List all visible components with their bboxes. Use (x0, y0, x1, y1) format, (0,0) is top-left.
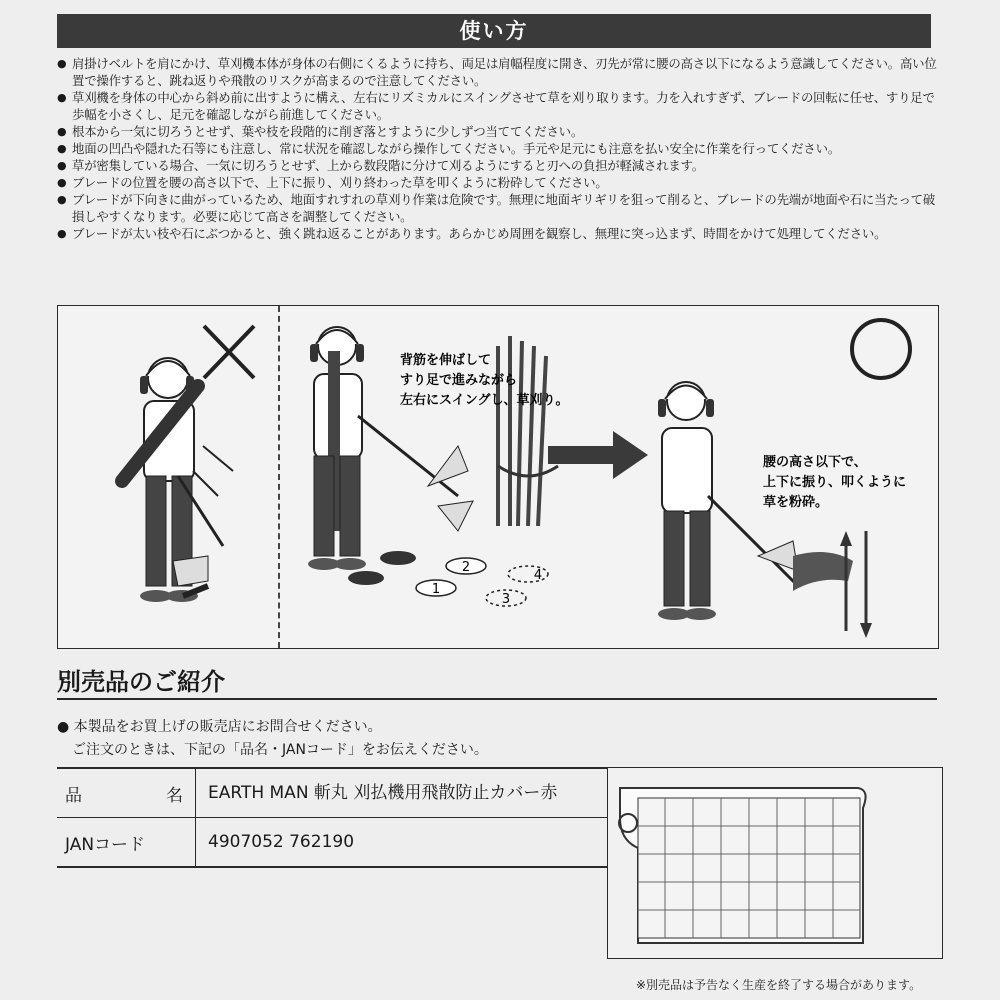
step-label: 3 (501, 592, 511, 607)
rule-item: ● 肩掛けベルトを肩にかけ、草刈機本体が身体の右側にくるように持ち、両足は肩幅程度に開き、刃先が常に腰の高さ以下になるよう意識してください。高い位置で操作すると、跳ね返りや飛散のリスクが高まるので注意してください。 (57, 55, 937, 89)
swing-caption-line: すり足で進みながら (400, 373, 518, 388)
product-table (57, 767, 607, 868)
grass-illustration (498, 336, 558, 526)
rule-item: ● 草刈機を身体の中心から斜め前に出すように構え、左右にリズミカルにスイングさせて草を刈り取ります。力を入れすぎず、ブレードの回転に任せ、すり足で歩幅を小さくし、足元を確認しながら前進してください。 (57, 89, 937, 123)
order-note-2: ご注文のときは、下記の「品名・JANコード」をお伝えください。 (72, 742, 488, 758)
heading-rule (57, 698, 937, 700)
row-key (57, 781, 195, 806)
rule-item: ● 根本から一気に切ろうとせず、葉や枝を段階的に削ぎ落とすように少しずつ当ててください。 (57, 123, 937, 140)
up-down-arrows-icon (840, 531, 872, 638)
section-title-bar: 使い方 (57, 14, 931, 48)
order-note-text: 本製品をお買上げの販売店にお問合せください。 (73, 719, 382, 735)
usage-illustration-panel (57, 305, 939, 649)
key-part: 名 (166, 785, 183, 806)
accessories-heading: 別売品のご紹介 (57, 668, 225, 696)
usage-rules-list (57, 55, 937, 242)
illustration-svg (58, 306, 938, 648)
key-part: 品 (65, 785, 82, 806)
rule-item: ● ブレードが下向きに曲がっているため、地面すれすれの草刈り作業は危険です。無理に地面ギリギリを狙って削ると、ブレードの先端が地面や石に当たって破損しやすくなります。必要に応じて高さを調整してください。 (57, 191, 937, 225)
rule-item: ● 地面の凹凸や隠れた石等にも注意し、常に状況を確認しながら操作してください。手元や足元にも注意を払い安全に作業を行ってください。 (57, 140, 937, 157)
scatter-cover-illustration (608, 768, 942, 958)
order-note: ● 本製品をお買上げの販売店にお問合せください。 (57, 719, 382, 735)
table-row (57, 817, 607, 866)
step-label: 4 (533, 568, 543, 583)
footnote: ※別売品は予告なく生産を終了する場合があります。 (636, 978, 922, 992)
key-part: JANコード (65, 834, 146, 855)
table-row (57, 769, 607, 817)
row-key (57, 830, 195, 855)
waist-caption-line: 上下に振り、叩くように (763, 475, 907, 490)
step-label: 2 (461, 560, 471, 575)
step-label: 1 (431, 582, 441, 597)
jan-code-value: 4907052 762190 (195, 818, 607, 866)
rule-item: ● 草が密集している場合、一気に切ろうとせず、上から数段階に分けて刈るようにすると刃への負担が軽減されます。 (57, 157, 937, 174)
product-image (607, 767, 943, 959)
x-mark-icon (204, 326, 254, 378)
product-name-value: EARTH MAN 斬丸 刈払機用飛散防止カバー赤 (195, 769, 607, 817)
waist-caption-line: 草を粉砕。 (763, 495, 829, 510)
waist-caption-line: 腰の高さ以下で、 (763, 455, 867, 470)
swing-caption-line: 左右にスイングし、草刈り。 (400, 393, 569, 408)
footsteps-diagram (348, 551, 548, 607)
rule-item: ● ブレードの位置を腰の高さ以下で、上下に振り、刈り終わった草を叩くように粉砕してください。 (57, 174, 937, 191)
circle-mark-icon (852, 320, 910, 378)
wrong-posture-figure (122, 358, 233, 602)
swing-caption-line: 背筋を伸ばして (400, 353, 492, 368)
right-arrow-icon (548, 431, 648, 479)
rule-item: ● ブレードが太い枝や石にぶつかると、強く跳ね返ることがあります。あらかじめ周囲を観察し、無理に突っ込まず、時間をかけて処理してください。 (57, 225, 937, 242)
